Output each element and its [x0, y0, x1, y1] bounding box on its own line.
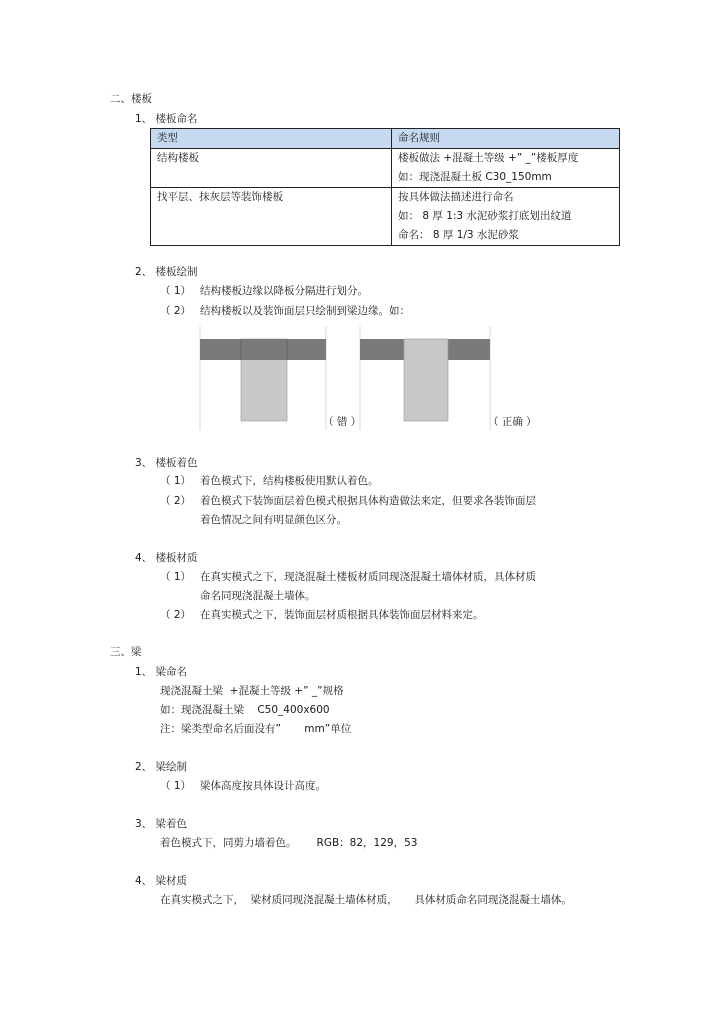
rule-line: 如：现浇混凝土板 C30_150mm — [398, 171, 552, 183]
item-number: （ 1） — [160, 780, 192, 792]
slab-drawing-heading: 2、 楼板绘制 — [135, 266, 198, 278]
beam-material-line: 在真实模式之下， 梁材质同现浇混凝土墙体材质， 具体材质命名同现浇混凝土墙体。 — [160, 894, 572, 906]
item-number: （ 2） — [160, 609, 192, 621]
item-text: 在真实模式之下，现浇混凝土楼板材质同现浇混凝土墙体材质，具体材质 — [200, 571, 536, 583]
beam-section — [404, 339, 448, 421]
rule-line: 如： 8 厚 1:3 水泥砂浆打底划出纹道 — [398, 210, 572, 222]
slab-material-heading: 4、 楼板材质 — [135, 552, 198, 564]
beam-coloring-heading: 3、 梁着色 — [135, 818, 188, 830]
item-text: 在真实模式之下，装饰面层材质根据具体装饰面层材料来定。 — [200, 609, 484, 621]
item-text: 结构楼板边缘以降板分隔进行划分。 — [200, 285, 368, 297]
item-number: （ 2） — [160, 495, 192, 507]
beam-naming-line: 如：现浇混凝土梁 C50_400x600 — [160, 704, 330, 716]
item-number: （ 1） — [160, 571, 192, 583]
item-text: 着色模式下，结构楼板使用默认着色。 — [200, 475, 379, 487]
table-header-row — [151, 129, 620, 149]
table-row — [151, 188, 620, 246]
slab-diagram-right — [358, 326, 492, 430]
beam-material-heading: 4、 梁材质 — [135, 875, 188, 887]
section-title-slab: 二、楼板 — [110, 93, 152, 105]
table-row — [151, 149, 620, 188]
beam-naming-line: 现浇混凝土梁 +混凝土等级 +” _”规格 — [160, 685, 344, 697]
beam-coloring-line: 着色模式下，同剪力墙着色。 RGB：82，129，53 — [160, 837, 418, 849]
item-text: 结构楼板以及装饰面层只绘制到梁边缘。如： — [200, 305, 410, 317]
slab-naming-table — [150, 128, 620, 246]
beam-naming-heading: 1、 梁命名 — [135, 666, 188, 678]
item-text: 命名同现浇混凝土墙体。 — [200, 590, 316, 602]
beam-naming-line: 注：梁类型命名后面没有” mm”单位 — [160, 723, 352, 735]
rule-line: 按具体做法描述进行命名 — [398, 191, 514, 203]
slab-section — [200, 339, 326, 360]
item-number: （ 1） — [160, 285, 192, 297]
beam-drawing-heading: 2、 梁绘制 — [135, 761, 188, 773]
diagram-caption-right: （ 正确 ） — [488, 416, 537, 428]
rule-line: 命名： 8 厚 1/3 水泥砂浆 — [398, 229, 519, 241]
table-header-rule: 命名规则 — [392, 129, 620, 149]
table-cell-rule — [392, 188, 620, 246]
slab-coloring-heading: 3、 楼板着色 — [135, 457, 198, 469]
table-header-type: 类型 — [151, 129, 392, 149]
item-text: 梁体高度按具体设计高度。 — [200, 780, 326, 792]
slab-diagram-wrong — [198, 326, 328, 430]
slab-naming-heading: 1、 楼板命名 — [135, 113, 198, 125]
item-number: （ 2） — [160, 305, 192, 317]
rule-line: 楼板做法 +混凝土等级 +” _”楼板厚度 — [398, 152, 579, 164]
diagram-caption-wrong: （ 错 ） — [323, 416, 362, 428]
item-text: 着色模式下装饰面层着色模式根据具体构造做法来定，但要求各装饰面层 — [200, 495, 536, 507]
table-cell-type: 找平层、抹灰层等装饰楼板 — [151, 188, 392, 246]
table-cell-type: 结构楼板 — [151, 149, 392, 188]
section-title-beam: 三、梁 — [110, 646, 142, 658]
table-cell-rule — [392, 149, 620, 188]
item-number: （ 1） — [160, 475, 192, 487]
item-text: 着色情况之间有明显颜色区分。 — [200, 514, 347, 526]
